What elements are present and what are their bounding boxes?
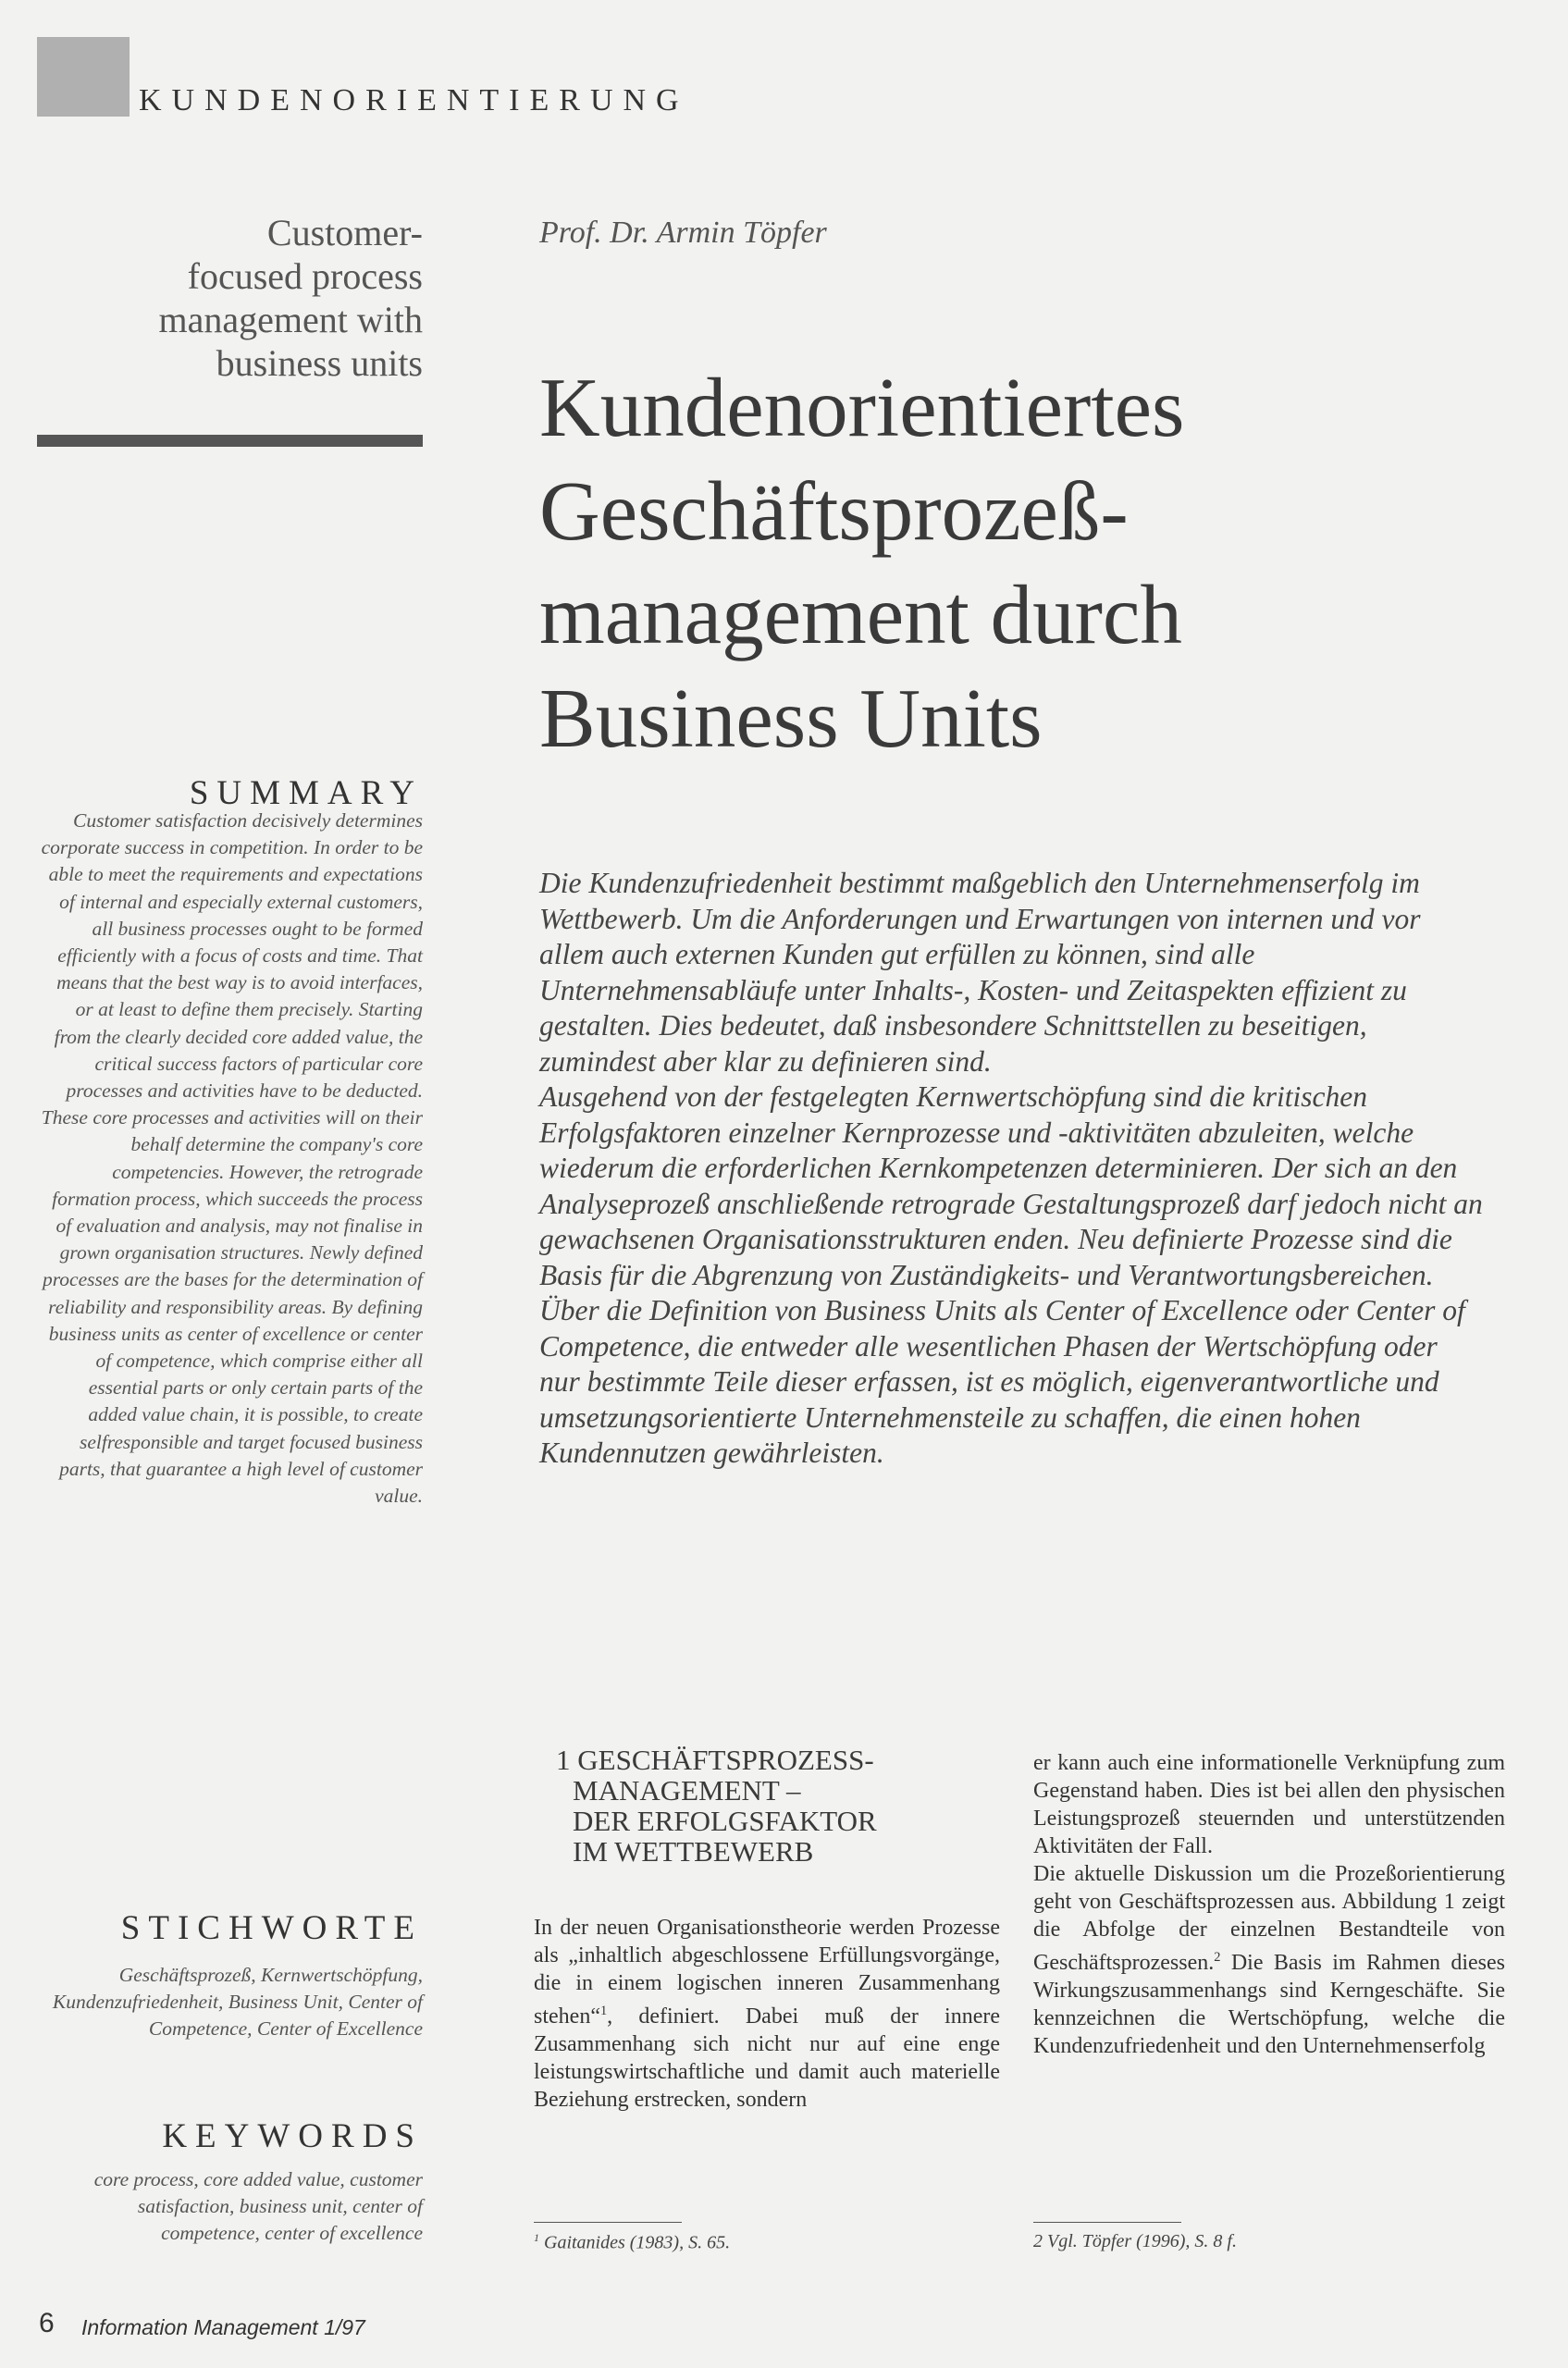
section-heading-line: 1 GESCHÄFTSPROZESS- bbox=[556, 1744, 874, 1776]
abstract-paragraph: Die Kundenzufriedenheit bestimmt maßgeblich den Unternehmenserfolg im Wettbewerb. Um die Anforderungen und Erwartungen von internen und vor allem auch externen Kunden gut erfüllen zu können, sind alle Unternehmensabläufe unter Inhalts-, Kosten- und Zeitaspekten effizient zu gestalten. Dies bedeutet, daß insbesondere Schnittstellen zu beseitigen, zumindest aber klar zu definieren sind. bbox=[539, 867, 1421, 1078]
title-rule bbox=[37, 435, 423, 447]
footnote-ref: 1 bbox=[599, 2004, 608, 2018]
english-title-line: business units bbox=[216, 342, 423, 384]
keywords-text: core process, core added value, customer satisfaction, business unit, center of competence, center of excellence bbox=[93, 2168, 423, 2245]
footnote-rule bbox=[534, 2222, 682, 2223]
english-title-line: focused process bbox=[187, 255, 423, 297]
section-heading bbox=[556, 1745, 877, 1867]
body-column-left bbox=[534, 1914, 1000, 2114]
body-text: Die aktuelle Diskussion um die Prozeßorientierung geht von Geschäftsprozessen aus. Abbildung 1 zeigt die Abfolge der einzelnen Bestandteile von Geschäftsprozessen. bbox=[1033, 1862, 1505, 1975]
footnote-text: Gaitanides (1983), S. 65. bbox=[539, 2232, 731, 2253]
article-title bbox=[539, 356, 1501, 771]
summary-heading: SUMMARY bbox=[189, 774, 423, 812]
abstract bbox=[539, 866, 1483, 1472]
footnote-number: 1 bbox=[534, 2231, 539, 2244]
summary-text: Customer satisfaction decisively determines corporate success in competition. In order to be able to meet the requirements and expectations of internal and especially external customers, all business processes ought to be formed efficiently with a focus of costs and time. That means that the best way is to avoid interfaces, or at least to define them precisely. Starting from the clearly decided core added value, the critical success factors of particular core processes and activities have to be deducted. These core processes and activities will on their behalf determine the company's core competencies. However, the retrograde formation process, which succeeds the process of evaluation and analysis, may not finalise in grown organisation structures. Newly defined processes are the bases for the determination of reliability and responsibility areas. By defining business units as center of excellence or center of competence, which comprise either all essential parts or only certain parts of the added value chain, it is possible, to create selfresponsible and target focused business parts, that guarantee a high level of customer value. bbox=[41, 809, 423, 1508]
body-paragraph bbox=[534, 1914, 1000, 2114]
footnote-ref: 2 bbox=[1214, 1950, 1221, 1965]
english-title-line: management with bbox=[158, 299, 423, 340]
abstract-paragraph: Ausgehend von der festgelegten Kernwertschöpfung sind die kritischen Erfolgsfaktoren einzelner Kernprozesse und -aktivitäten abzuleiten, welche wiederum die erforderlichen Kernkompetenzen determinieren. Der sich an den Analyseprozeß anschließende retrograde Gestaltungsprozeß darf jedoch nicht an gewachsenen Organisationsstrukturen enden. Neu definierte Prozesse sind die Basis für die Abgrenzung von Zuständigkeits- und Verantwortungsbereichen. Über die Definition von Business Units als Center of Excellence oder Center of Competence, die entweder alle wesentlichen Phasen der Wertschöpfung oder nur bestimmte Teile dieser erfassen, ist es möglich, eigenverantwortliche und umsetzungsorientierte Unternehmensteile zu schaffen, die einen hohen Kundennutzen gewährleisten. bbox=[539, 1080, 1483, 1469]
article-title-line: Kundenorientiertes bbox=[539, 361, 1185, 454]
author: Prof. Dr. Armin Töpfer bbox=[539, 216, 827, 250]
stichworte-text: Geschäftsprozeß, Kernwertschöpfung, Kundenzufriedenheit, Business Unit, Center of Competence, Center of Excellence bbox=[52, 1964, 423, 2041]
article-title-line: management durch bbox=[539, 568, 1182, 661]
section-heading-line: IM WETTBEWERB bbox=[573, 1835, 814, 1868]
footnote-rule bbox=[1033, 2222, 1181, 2223]
body-column-right bbox=[1033, 1749, 1505, 2060]
header-gray-square bbox=[37, 37, 130, 117]
body-text: , definiert. Dabei muß der innere Zusammenhang sich nicht nur auf eine enge leistungswirtschaftliche und damit auch materielle Beziehung erstrecken, sondern bbox=[534, 2004, 1000, 2112]
footnote-2: 2 Vgl. Töpfer (1996), S. 8 f. bbox=[1033, 2231, 1237, 2251]
body-text: Die Basis im Rahmen dieses Wirkungszusammenhangs sind Kerngeschäfte. Sie kennzeichnen die Wertschöpfung, welche die Kundenzufriedenheit und den Unternehmenserfolg bbox=[1033, 1951, 1505, 2058]
section-heading-line: MANAGEMENT – bbox=[573, 1774, 801, 1807]
english-title bbox=[53, 211, 423, 385]
section-heading-line: DER ERFOLGSFAKTOR bbox=[573, 1805, 877, 1837]
stichworte-heading: STICHWORTE bbox=[120, 1909, 423, 1947]
body-text: In der neuen Organisationstheorie werden Prozesse als „inhaltlich abgeschlossene Erfüllungsvorgänge, die in einem logischen inneren Zusammenhang stehen“ bbox=[534, 1916, 1000, 2029]
english-title-line: Customer- bbox=[266, 212, 423, 253]
body-paragraph bbox=[1033, 1860, 1505, 2060]
page-number: 6 bbox=[39, 2308, 55, 2338]
article-title-line: Geschäftsprozeß- bbox=[539, 464, 1129, 558]
footnote-1 bbox=[534, 2231, 730, 2254]
body-paragraph: er kann auch eine informationelle Verknüpfung zum Gegenstand haben. Dies ist bei allen den physischen Leistungsprozeß steuernden und unterstützenden Aktivitäten der Fall. bbox=[1033, 1751, 1505, 1858]
keywords-heading: KEYWORDS bbox=[162, 2117, 423, 2155]
article-title-line: Business Units bbox=[539, 672, 1043, 765]
journal-name: Information Management 1/97 bbox=[81, 2315, 365, 2339]
running-header: KUNDENORIENTIERUNG bbox=[139, 83, 689, 117]
